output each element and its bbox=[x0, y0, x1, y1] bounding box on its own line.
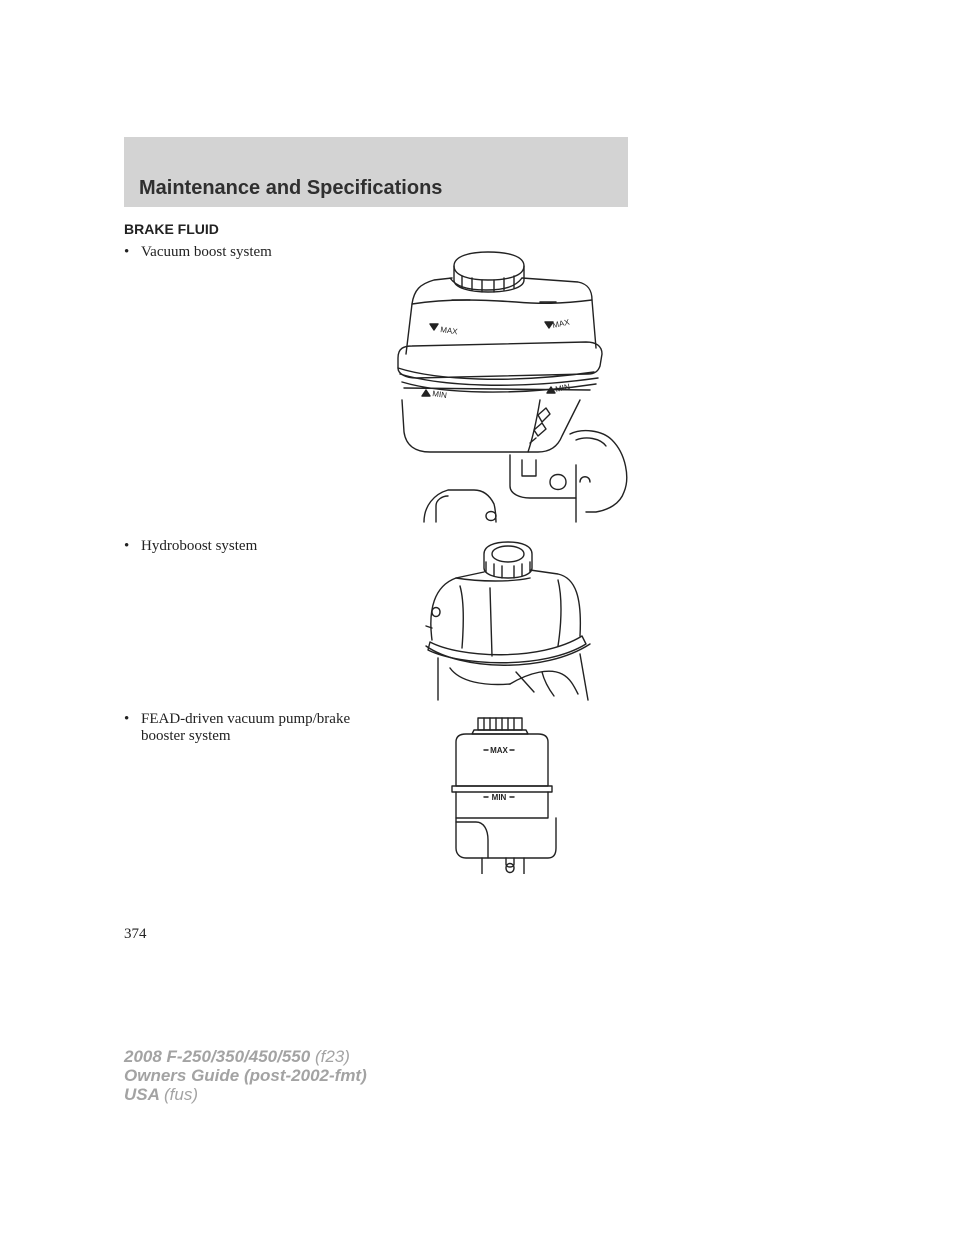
hydroboost-reservoir-figure bbox=[420, 540, 595, 702]
fead-reservoir-figure bbox=[448, 712, 563, 874]
bullet-label: Hydroboost system bbox=[141, 538, 258, 554]
page-number: 374 bbox=[124, 926, 147, 942]
section-title: Maintenance and Specifications bbox=[139, 177, 443, 199]
vacuum-boost-reservoir-figure bbox=[390, 250, 635, 525]
bullet-label: FEAD-driven vacuum pump/brake booster system bbox=[141, 711, 351, 744]
vacuum-min-label-right: MIN bbox=[554, 382, 571, 394]
bullet-label: Vacuum boost system bbox=[141, 244, 272, 260]
fead-min-label: MIN bbox=[491, 793, 507, 802]
bullet-fead-vacuum-pump bbox=[124, 711, 384, 745]
bullet-dot: • bbox=[124, 538, 130, 554]
footer-line-1 bbox=[124, 1047, 367, 1066]
section-header-band bbox=[124, 137, 628, 207]
fead-max-label: MAX bbox=[490, 746, 508, 755]
footer-region: USA bbox=[124, 1085, 160, 1104]
footer-model: 2008 F-250/350/450/550 bbox=[124, 1047, 311, 1066]
vacuum-max-label-right: MAX bbox=[551, 317, 571, 330]
footer-line-3 bbox=[124, 1085, 367, 1104]
vacuum-max-label-left: MAX bbox=[439, 325, 459, 337]
vacuum-min-label-left: MIN bbox=[431, 389, 448, 401]
bullet-hydroboost bbox=[124, 538, 384, 555]
bullet-vacuum-boost bbox=[124, 244, 384, 261]
bullet-dot: • bbox=[124, 244, 130, 260]
footer-region-code: (fus) bbox=[164, 1085, 198, 1104]
footer-model-code: (f23) bbox=[314, 1047, 350, 1066]
bullet-dot: • bbox=[124, 711, 130, 727]
footer-line-2: Owners Guide (post-2002-fmt) bbox=[124, 1066, 367, 1085]
document-footer bbox=[124, 1047, 367, 1104]
brake-fluid-heading: BRAKE FLUID bbox=[124, 221, 219, 237]
